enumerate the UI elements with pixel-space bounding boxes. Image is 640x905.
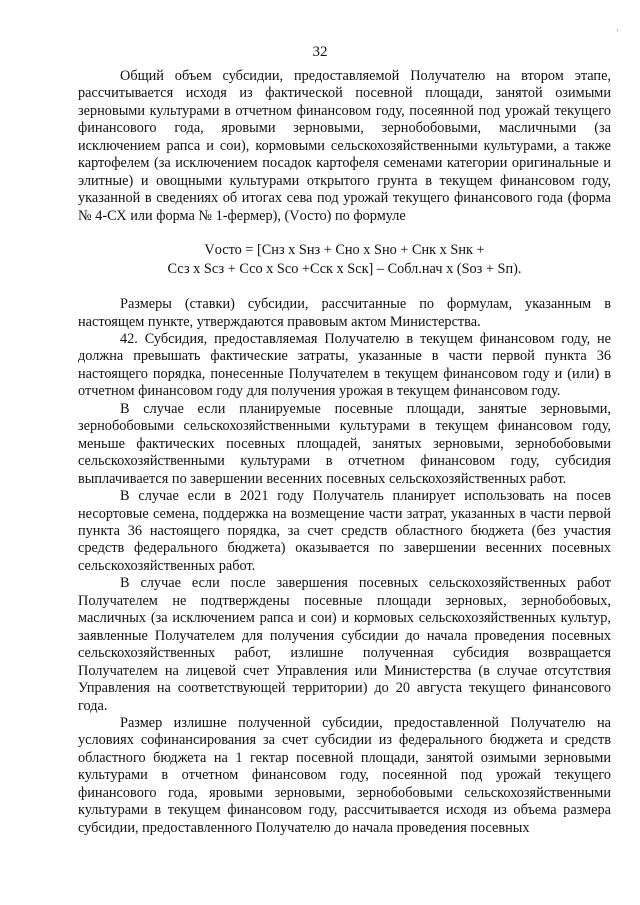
formula-line: Ссз x Sсз + Ссо x Sсо +Сск x Sск] – Собл.нач x (Sоз + Sп). [167,260,522,277]
document-body [78,68,611,837]
corner-mark: ’ [616,28,619,37]
paragraph: Общий объем субсидии, предоставляемой Получателю на втором этапе, рассчитывается исходя из фактической посевной площади, занятой озимыми зерновыми культурами в отчетном финансовом году, посеянной под урожай текущего финансового года, яровыми зерновыми, зернобобовыми, масличными (за исключением рапса и сои), кормовыми сельскохозяйственными культурами, а также картофелем (за исключением посадок картофеля семенами категории оригинальные и элитные) и овощными культурами открытого грунта в текущем финансовом году, указанной в сведениях об итогах сева под урожай текущего финансового года (форма № 4-СХ или форма № 1-фермер), (Vосто) по формуле [78,68,611,224]
paragraph: В случае если в 2021 году Получатель планирует использовать на посев несортовые семена, поддержка на возмещение части затрат, указанных в части первой пункта 36 настоящего порядка, за счет средств областного бюджета (без участия средств федерального бюджета) оказывается по завершении весенних посевных сельскохозяйственных работ. [78,488,611,574]
formula [78,241,611,278]
paragraph: В случае если после завершения посевных сельскохозяйственных работ Получателем не подтверждены посевные площади зерновых, зернобобовых, масличных (за исключением рапса и сои) и кормовых сельскохозяйственных культур, заявленные Получателем для получения субсидии до начала проведения посевных сельскохозяйственных работ, излишне полученная субсидия возвращается Получателем на лицевой счет Управления или Министерства (в случае отсутствия Управления на соответствующей территории) до 20 августа текущего финансового года. [78,575,611,714]
paragraph: Размеры (ставки) субсидии, рассчитанные по формулам, указанным в настоящем пункте, утверждаются правовым актом Министерства. [78,296,611,330]
paragraph: Размер излишне полученной субсидии, предоставленной Получателю на условиях софинансирования за счет субсидии из федерального бюджета и средств областного бюджета на 1 гектар посевной площади, занятой озимыми зерновыми культурами в отчетном финансовом году, посеянной под урожай текущего финансового года, яровыми зерновыми, зернобобовыми сельскохозяйственными культурами в текущем финансовом году, рассчитывается исходя из объема размера субсидии, предоставленного Получателю до начала проведения посевных [78,714,611,836]
paragraph: 42. Субсидия, предоставляемая Получателю в текущем финансовом году, не должна превышать фактические затраты, указанные в части первой пункта 36 настоящего порядка, понесенные Получателем в текущем финансовом году и (или) в отчетном финансовом году для получения урожая в текущем финансовом году. [78,330,611,400]
formula-line: Vосто = [Снз x Sнз + Сно x Sно + Снк x Sнк + [204,242,485,259]
page-number: 32 [312,44,328,60]
paragraph: В случае если планируемые посевные площади, занятые зерновыми, зернобобовыми сельскохозяйственными культурами в текущем финансовом году, меньше фактических посевных площадей, занятых зерновыми, зернобобовыми сельскохозяйственными культурами в отчетном финансовом году, субсидия выплачивается по завершении весенних посевных сельскохозяйственных работ. [78,400,611,487]
